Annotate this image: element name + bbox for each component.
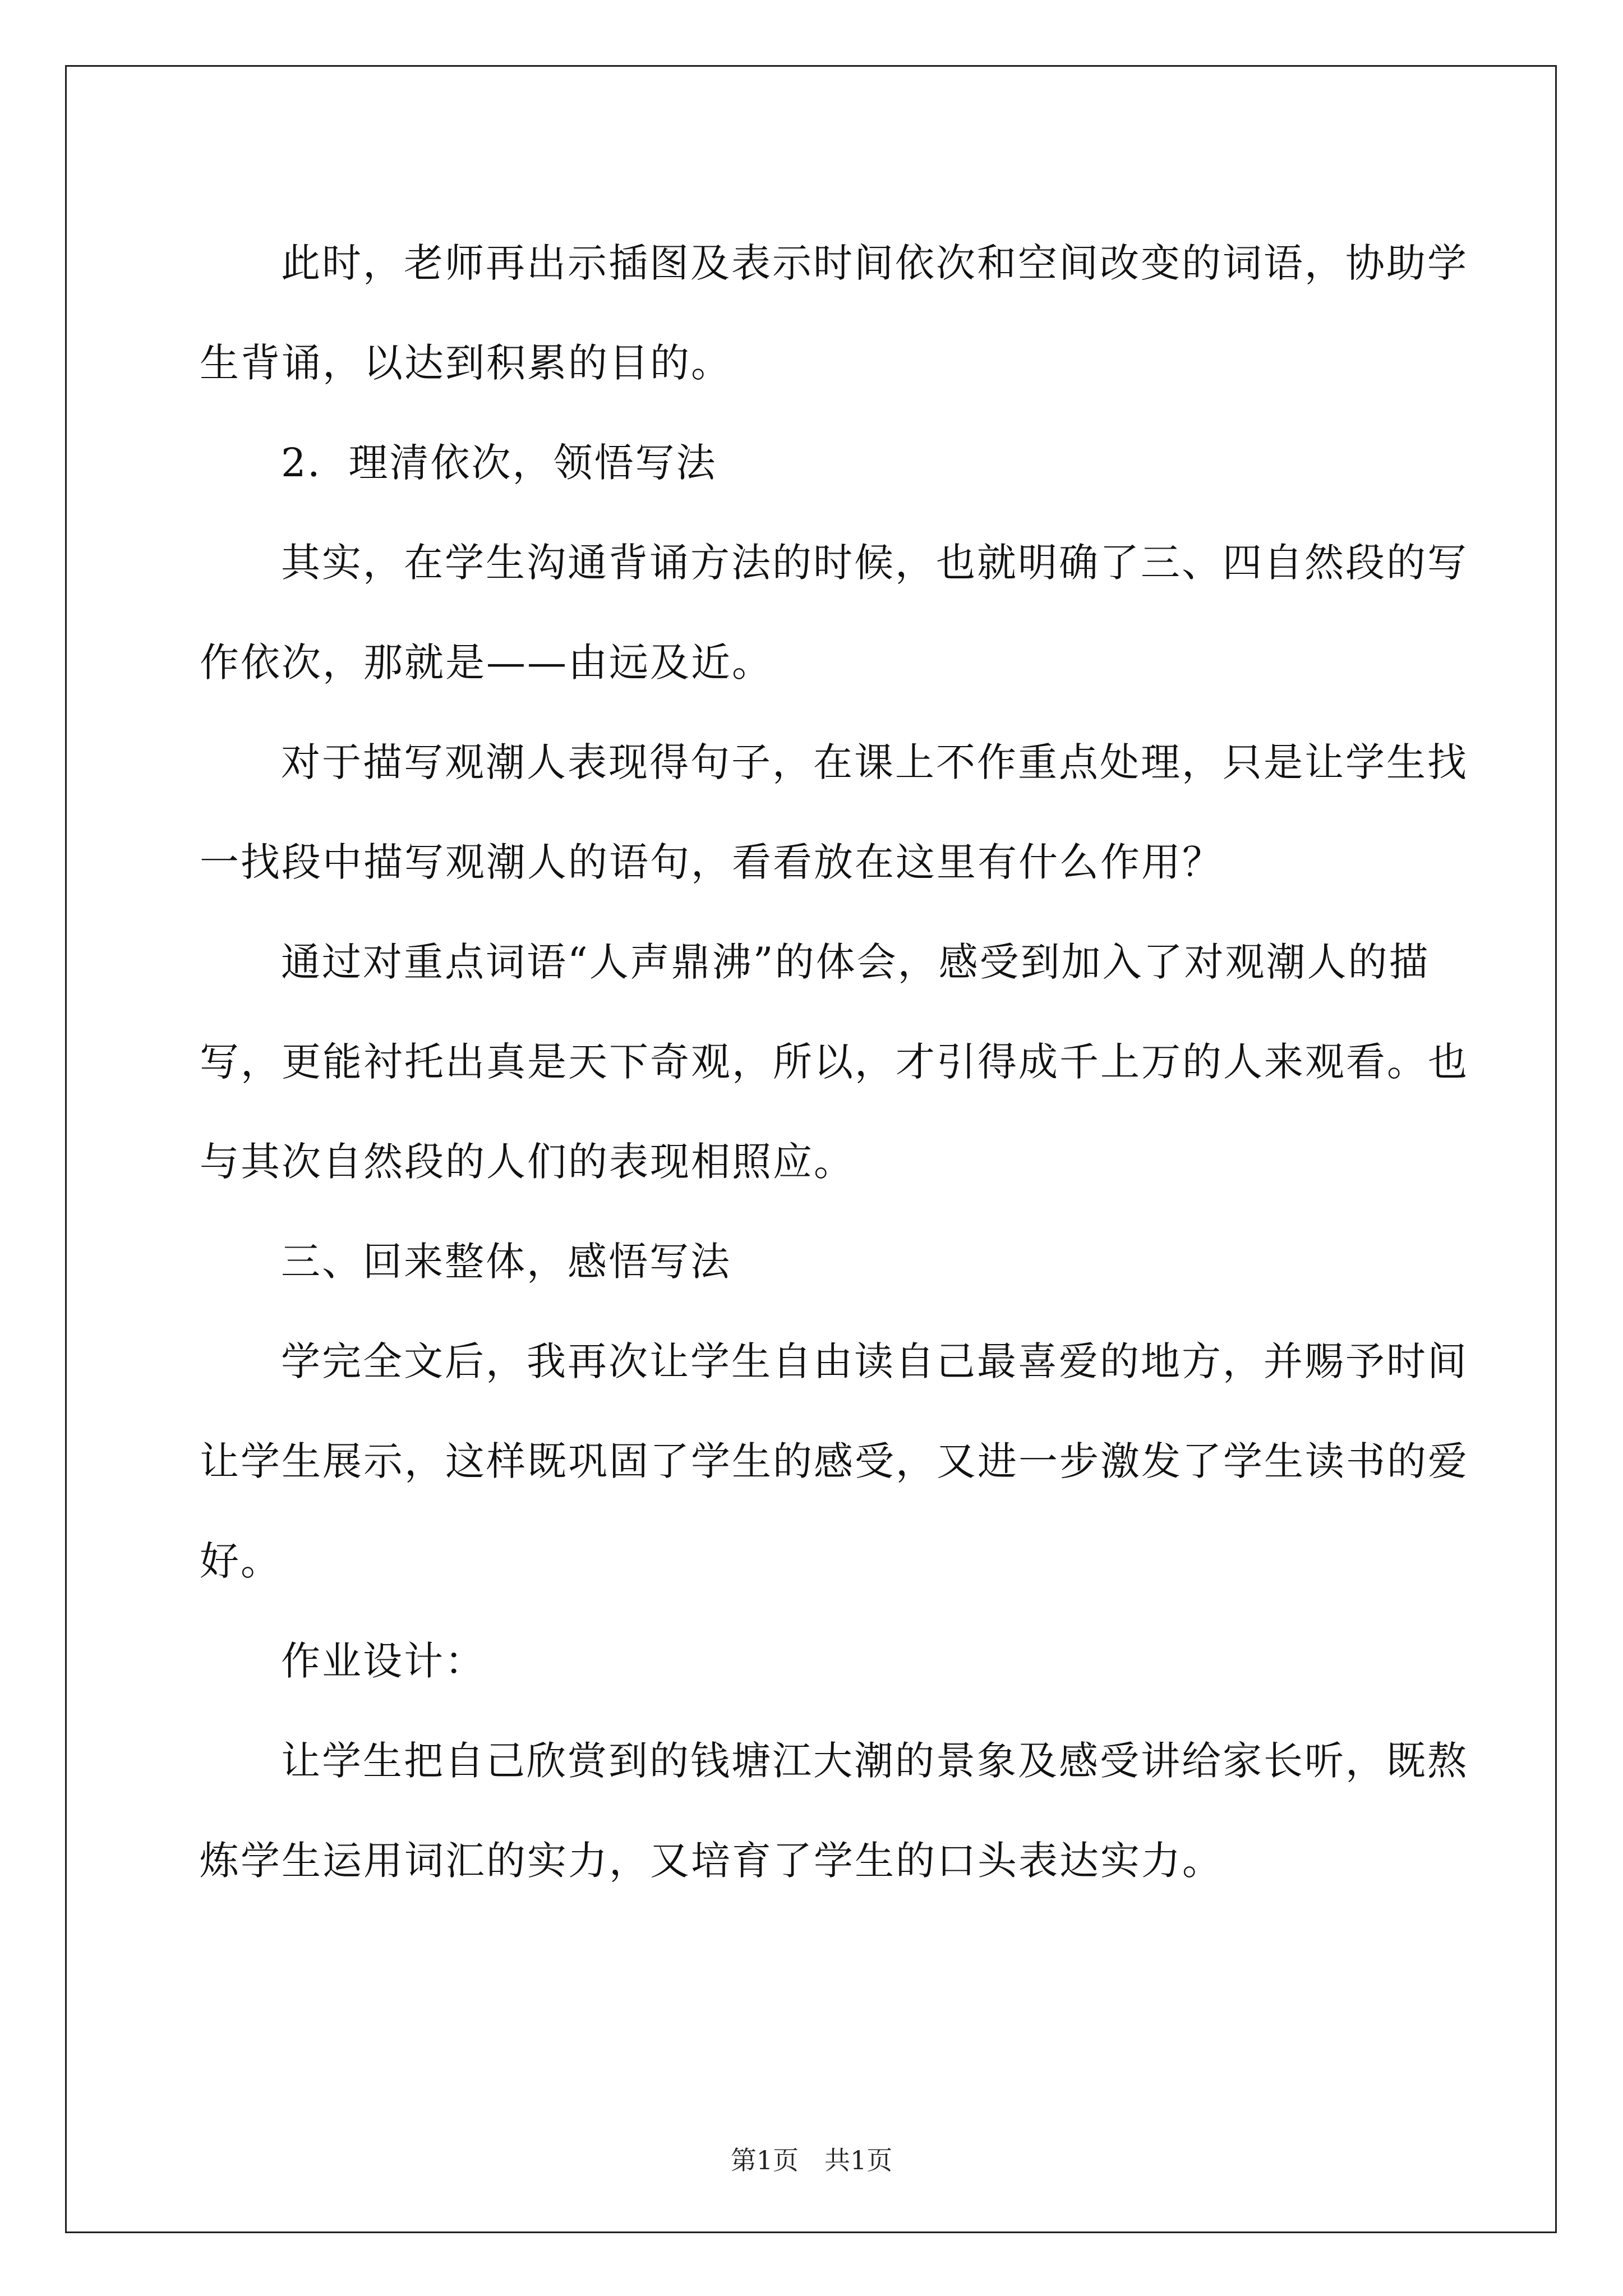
paragraph-9: 让学生把自己欣赏到的钱塘江大潮的景象及感受讲给家长听，既熬炼学生运用词汇的实力，又培育了学生的口头表达实力。 — [200, 1738, 1468, 1884]
paragraph-6-heading: 三、回来整体，感悟写法 — [281, 1239, 731, 1285]
paragraph-5: 通过对重点词语“人声鼎沸”的体会，感受到加入了对观潮人的描写，更能衬托出真是天下奇观，所以，才引得成千上万的人来观看。也与其次自然段的人们的表现相照应。 — [200, 939, 1469, 1185]
paragraph-7: 学完全文后，我再次让学生自由读自己最喜爱的地方，并赐予时间让学生展示，这样既巩固了学生的感受，又进一步激发了学生读书的爱好。 — [200, 1338, 1469, 1584]
paragraph-2-heading: 2．理清依次，领悟写法 — [281, 440, 717, 486]
paragraph-4: 对于描写观潮人表现得句子，在课上不作重点处理，只是让学生找一找段中描写观潮人的语句，看看放在这里有什么作用？ — [200, 739, 1468, 885]
page-footer: 第1页 共1页 — [730, 2145, 893, 2175]
paragraph-8-heading: 作业设计： — [281, 1638, 486, 1684]
document-body — [200, 213, 1484, 1911]
paragraph-1: 此时，老师再出示插图及表示时间依次和空间改变的词语，协助学生背诵，以达到积累的目的。 — [200, 240, 1468, 386]
paragraph-3: 其实，在学生沟通背诵方法的时候，也就明确了三、四自然段的写作依次，那就是——由远及近。 — [200, 540, 1468, 685]
